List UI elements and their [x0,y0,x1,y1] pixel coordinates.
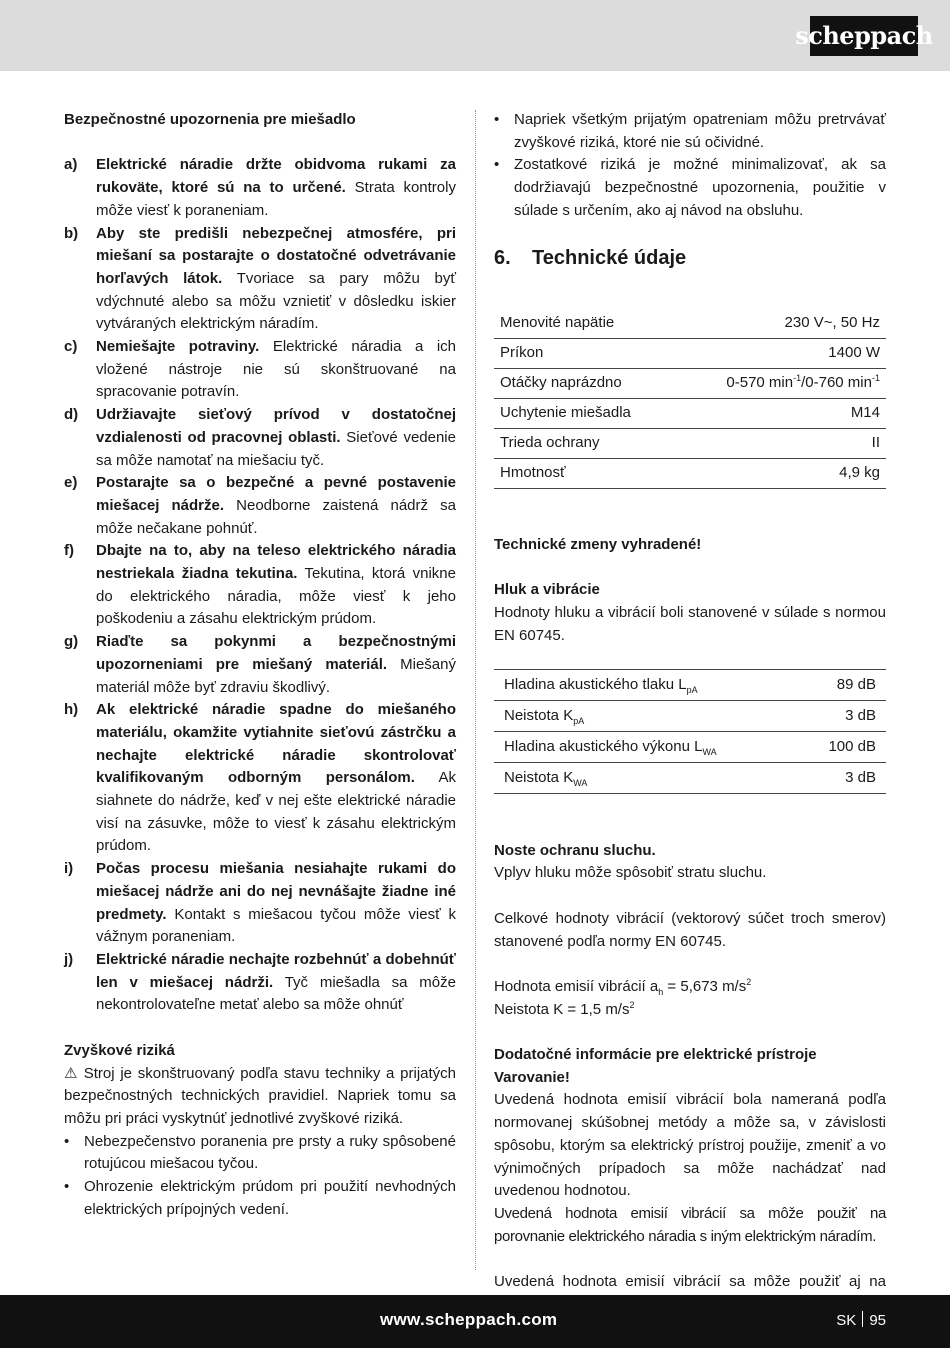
footer-website-link[interactable]: www.scheppach.com [380,1310,558,1329]
tech-label: Uchytenie miešadla [500,403,631,421]
tech-row [494,398,886,428]
residual-risks-bullets [64,1131,456,1222]
bullet-item: • Nebezpečenstvo poranenia pre prsty a ruky spôsobené rotujúcou miešacou tyčou. [64,1131,456,1176]
tech-row [494,309,886,339]
safety-item-label: f) [64,542,74,560]
noise-label: Neistota $K_{pA}$ [504,707,585,727]
safety-item-label: e) [64,474,78,492]
tech-value: 0-570 $\min^{-1}/0-760$ $\min^{-1}$ [726,372,880,391]
tech-label: Hmotnosť [500,463,566,481]
safety-item-text: Udržiavajte sieťový prívod v dostatočnej vzdialenosti od pracovnej oblasti. Sieťové vedenie sa môže namotať na miešaciu tyč. [96,406,456,469]
warning-heading: Varovanie! [494,1068,570,1086]
safety-item-label: a) [64,156,78,174]
safety-item-label: g) [64,633,79,651]
safety-item-text: Nemiešajte potraviny. Elektrické náradia a ich vložené nástroje nie sú skonštruované na spracovanie potravín. [96,338,456,401]
residual-risks-text: ⚠ Stroj je skonštruovaný podľa stavu techniky a prijatých bezpečnostných technických pravidiel. Napriek tomu sa môžu pri práci vyskytnúť jednotlivé zvyškové riziká. [64,1064,456,1127]
bullet-icon: • [64,1132,70,1150]
safety-item [64,540,456,631]
noise-row [494,763,886,794]
tech-row [494,458,886,488]
safety-item [64,699,456,858]
safety-item-text: Ak elektrické náradie spadne do miešaného materiálu, okamžite vytiahnite sieťovú zástrčku a nechajte elektrické náradie skontrolovať kvalifikovaným odborným personálom. Ak siahnete do nádrže, keď v nej ešte elektrické náradie visí na zásuvke, môže to viesť k zásahu elektrickým prúdom. [96,701,456,855]
tech-label: Trieda ochrany [500,433,600,451]
extra-info-heading: Dodatočné informácie pre elektrické prístroje [494,1046,817,1064]
emission-value: Hodnota emisií vibrácií $a_h = 5,673$ $m/s^2$ [494,976,752,997]
safety-item [64,472,456,540]
page-number: 95 [869,1312,886,1329]
tech-label: Menovité napätie [500,313,615,331]
safety-item [64,154,456,222]
tech-label: Príkon [500,343,544,361]
noise-value: 3 dB [845,707,876,725]
noise-intro: Hodnoty hluku a vibrácií boli stanovené v súlade s normou EN 60745. [494,603,886,644]
noise-value: 100 dB [828,738,876,756]
safety-item-label: i) [64,860,74,878]
safety-item-label: h) [64,701,79,719]
tech-value: 230 V~, 50 Hz [784,313,880,331]
bullet-icon: • [494,111,500,128]
header-bar [0,0,950,71]
safety-item-text: Elektrické náradie držte obidvoma rukami za rukoväte, ktoré sú na to určené. Strata kontroly môže viesť k poraneniam. [96,156,456,219]
safety-item [64,223,456,337]
technical-changes-note: Technické zmeny vyhradené! [494,535,702,553]
residual-risks-heading: Zvyškové riziká [64,1041,175,1059]
bullet-item: • Napriek všetkým prijatým opatreniam môžu pretrvávať zvyškové riziká, ktoré nie sú očividné. [494,109,886,154]
safety-item-label: d) [64,406,79,424]
safety-item [64,858,456,949]
safety-item-text: Postarajte sa o bezpečné a pevné postavenie miešacej nádrže. Neodborne zaistená nádrž sa môže nečakane pohnúť. [96,474,456,537]
safety-item [64,631,456,699]
vibration-total-text: Celkové hodnoty vibrácií (vektorový súčet troch smerov) stanovené podľa normy EN 60745. [494,909,886,950]
brand-logo: scheppach [810,16,918,56]
tech-row [494,428,886,458]
safety-item [64,404,456,472]
page-indicator: SK 95 [836,1312,886,1329]
safety-item-text: Aby ste predišli nebezpečnej atmosfére, pri miešaní sa postarajte o dostatočné odvetrávanie horľavých látok. Tvoriace sa pary môžu byť vdýchnuté alebo sa môžu vznietiť v dôsledku iskier vytváraných elektrickým náradím. [96,224,456,333]
bullet-item: • Zostatkové riziká je možné minimalizovať, ak sa dodržiavajú bezpečnostné upozornenia, použitie v súlade s určením, ako aj návod na obsluhu. [494,154,886,222]
safety-item-text: Riaďte sa pokynmi a bezpečnostnými upozorneniami pre miešaný materiál. Miešaný materiál môže byť zdraviu škodlivý. [96,633,456,696]
safety-item-label: c) [64,338,78,356]
tech-value: 1400 W [828,343,880,361]
noise-label: Neistota $K_{WA}$ [504,769,588,789]
extra-paragraph-1: Uvedená hodnota emisií vibrácií bola nameraná podľa normovanej skúšobnej metódy a môže sa, v závislosti spôsobu, ktorým sa elektrický prístroj použije, zmeniť a vo výnimočných prípadoch sa môže nachádzať nad uvedenou hodnotou. [494,1091,886,1200]
hearing-protection-heading: Noste ochranu sluchu. [494,841,656,859]
noise-label: Hladina akustického tlaku $L_{pA}$ [504,676,698,696]
residual-risks-bullets-cont [494,109,886,223]
tech-label: Otáčky naprázdno [500,373,622,391]
tech-value: II [871,433,880,451]
uncertainty-value: Neistota K = 1,5 $m/s^2$ [494,999,635,1018]
safety-items-list [64,154,456,1017]
section-title: 6. Technické údaje [494,246,687,269]
noise-heading: Hluk a vibrácie [494,581,600,599]
footer-bar [0,1295,950,1348]
extra-paragraph-2: Uvedená hodnota emisií vibrácií sa môže použiť na porovnanie elektrického náradia s iným elektrickým náradím. [494,1204,886,1245]
section-heading: Bezpečnostné upozornenia pre miešadlo [64,111,356,128]
noise-label: Hladina akustického výkonu $L_{WA}$ [504,738,717,758]
noise-table [494,669,886,794]
safety-item-label: b) [64,224,79,242]
technical-data-table [494,309,886,489]
bullet-item: • Ohrozenie elektrickým prúdom pri použití nevhodných elektrických prípojných vedení. [64,1176,456,1221]
bullet-icon: • [64,1178,70,1196]
left-column [64,109,456,1221]
bullet-icon: • [494,156,500,174]
warning-triangle-icon: ⚠ [64,1064,78,1082]
tech-row [494,368,886,398]
tech-value: M14 [850,403,880,421]
safety-item-label: j) [64,951,74,968]
tech-value: 4,9 kg [839,463,880,481]
noise-row [494,732,886,763]
safety-item-text: Počas procesu miešania nesiahajte rukami do miešacej nádrže ani do nej nevnášajte žiadne iné predmety. Kontakt s miešacou tyčou môže viesť k vážnym poraneniam. [96,860,456,946]
right-column [494,109,886,1316]
noise-value: 3 dB [845,769,876,787]
noise-row [494,701,886,732]
safety-item-text: Elektrické náradie nechajte rozbehnúť a dobehnúť len v miešacej nádrži. Tyč miešadla sa môže nekontrolovateľne metať alebo sa môže ohnúť [96,951,456,1014]
extra-paragraph-3: Uvedená hodnota emisií vibrácií sa môže použiť aj na [494,1273,886,1291]
noise-row [494,670,886,701]
safety-item-text: Dbajte na to, aby na teleso elektrického náradia nestriekala žiadna tekutina. Tekutina, ktorá vnikne do elektrického náradia, môže viesť k jeho poškodeniu a zásahu elektrickým prúdom. [96,542,456,628]
safety-item [64,336,456,404]
safety-item [64,949,456,1017]
column-divider [475,110,476,1270]
hearing-protection-text: Vplyv hluku môže spôsobiť stratu sluchu. [494,864,767,882]
noise-value: 89 dB [836,676,876,694]
tech-row [494,338,886,368]
